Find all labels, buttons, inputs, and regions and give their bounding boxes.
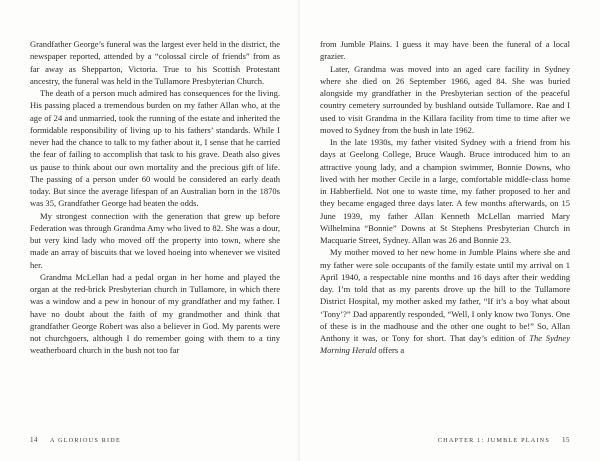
paragraph: Grandfather George’s funeral was the largest ever held in the district, the newspaper reported, attended by a “colossal circle of friends” from as far away as Shepparton, Victoria. True to his Scottish Protestant ancestry, the funeral was held in the Tullamore Presbyterian Church. [30,39,280,86]
page-number: 14 [30,436,38,444]
paragraph: Later, Grandma was moved into an aged care facility in Sydney where she died on 26 September 1966, aged 84. She was buried alongside my grandfather in the Presbyterian section of the peaceful country cemetery surrounded by bushland outside Tullamore. Rae and I used to visit Grandma in the Killara facility from time to time after we moved to Sydney from the bush in late 1962. [320,63,570,135]
running-head: A GLORIOUS RIDE [50,437,121,444]
left-page-footer [30,436,280,448]
running-head: CHAPTER 1: JUMBLE PLAINS [437,437,550,444]
right-page-body [320,38,570,357]
paragraph-text: My mother moved to her new home in Jumble Plains where she and my father were sole occupants of the family estate until my arrival on 1 April 1940, a respectable nine months and 16 days after their wedding day. I’m told that as my parents drove up the hill to the Tullamore District Hospital, my mother asked my father, “If it’s a boy what about ‘Tony’?” Dad apparently responded, “Well, I only know two Tonys. One of these is in the madhouse and the other one ought to be!” So, Allan Anthony it was, or Tony for short. That day’s edition of [320,247,570,343]
paragraph [320,246,570,356]
right-page-footer [320,436,570,448]
right-page [300,0,600,461]
paragraph-text: offers a [376,345,405,356]
paragraph: In the late 1930s, my father visited Sydney with a friend from his days at Geelong College, Bruce Waugh. Bruce introduced him to an attractive young lady, and a champion swimmer, Bonnie Downs, who lived with her mother Cecile in a large, comfortable middle-class home in Habberfield. Not one to waste time, my father proposed to her and they became engaged three days later. A few months afterwards, on 15 June 1939, my father Allan Kenneth McLellan married Mary Wilhelmina “Bonnie” Downs at St Stephens Presbyterian Church in Macquarie Street, Sydney. Allan was 26 and Bonnie 23. [320,137,570,245]
paragraph: from Jumble Plains. I guess it may have been the funeral of a local grazier. [320,39,570,62]
newspaper-title: The Sydney Morning Herald [320,333,570,356]
paragraph: My strongest connection with the generation that grew up before Federation was through Grandma Amy who lived to 82. She was a dour, but very kind lady who moved off the property into town, where she made an array of biscuits that we loved hoeing into whenever we visited her. [30,210,280,270]
paragraph: Grandma McLellan had a pedal organ in her home and played the organ at the red-brick Presbyterian church in Tullamore, in which there was a window and a pew in honour of my grandfather and my father. I have no doubt about the faith of my grandmother and think that grandfather George Robert was also a believer in God. My parents were not churchgoers, although I do remember going with them to a tiny weatherboard church in the bush not too far [30,271,280,356]
page-number: 15 [562,436,570,444]
paragraph: The death of a person much admired has consequences for the living. His passing placed a tremendous burden on my father Allan who, at the age of 24 and unmarried, took the running of the estate and inherited the formidable responsibility of living up to his fathers’ standards. While I never had the chance to talk to my father about it, I sense that he carried the fear of failing to accomplish that task to his grave. Death also gives us pause to think about our own mortality and the precious gift of life. The passing of a person under 60 would be considered an early death today. But since the average lifespan of an Australian born in the 1870s was 35, Grandfather George had beaten the odds. [30,88,280,209]
left-page-body [30,38,280,357]
